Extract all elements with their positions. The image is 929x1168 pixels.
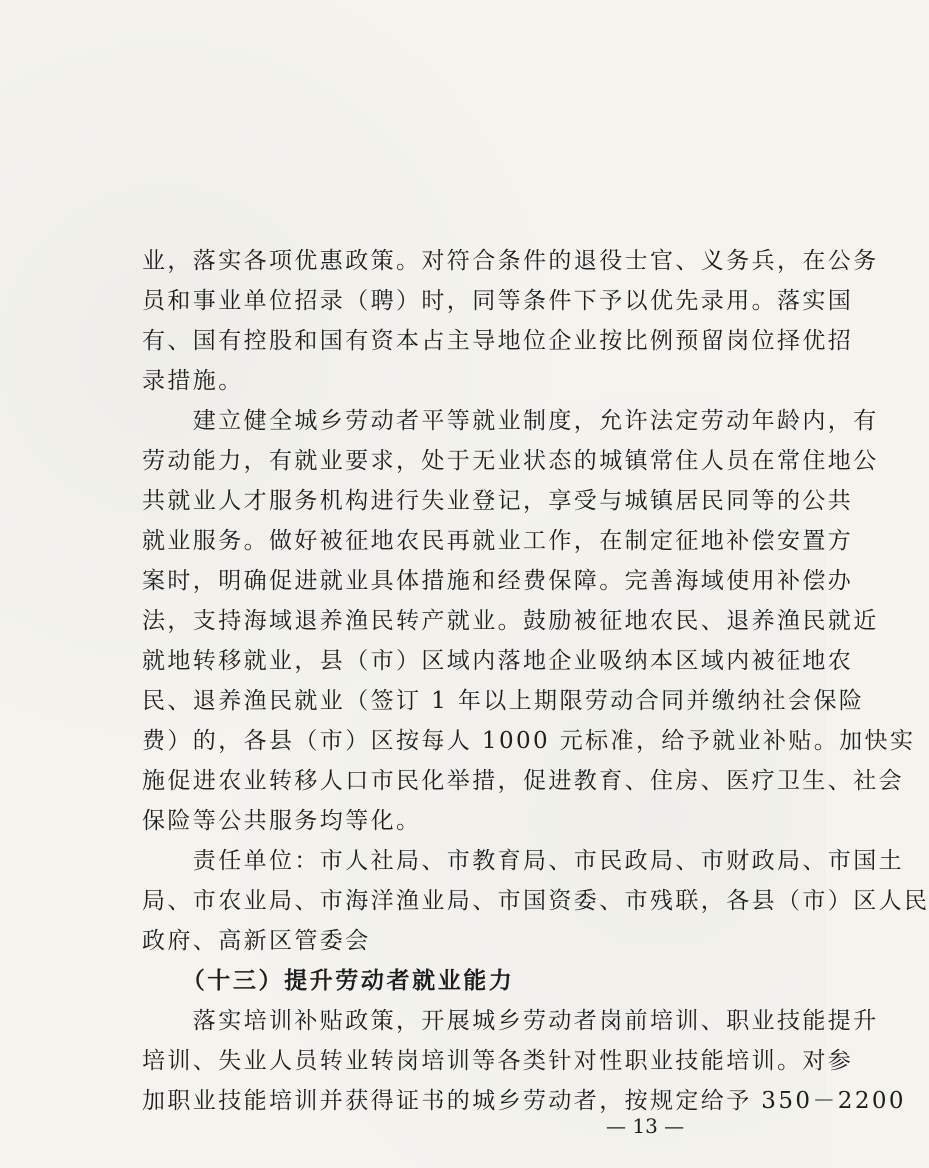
text-line: 就业服务。做好被征地农民再就业工作，在制定征地补偿安置方 xyxy=(142,528,854,554)
section-heading: （十三）提升劳动者就业能力 xyxy=(142,967,515,994)
text-line: 费）的，各县（市）区按每人 1000 元标准，给予就业补贴。加快实 xyxy=(142,728,916,754)
text-line: 员和事业单位招录（聘）时，同等条件下予以优先录用。落实国 xyxy=(142,288,854,314)
text-line: 落实培训补贴政策，开展城乡劳动者岗前培训、职业技能提升 xyxy=(142,1008,879,1034)
text-line: 建立健全城乡劳动者平等就业制度，允许法定劳动年龄内，有 xyxy=(142,408,879,434)
text-line: 业，落实各项优惠政策。对符合条件的退役士官、义务兵，在公务 xyxy=(142,248,879,274)
text-line: 法，支持海域退养渔民转产就业。鼓励被征地农民、退养渔民就近 xyxy=(142,608,879,634)
text-line: 政府、高新区管委会 xyxy=(142,928,371,954)
text-line: 共就业人才服务机构进行失业登记，享受与城镇居民同等的公共 xyxy=(142,488,854,514)
text-line: 培训、失业人员转业转岗培训等各类针对性职业技能培训。对参 xyxy=(142,1048,854,1074)
text-line: 加职业技能培训并获得证书的城乡劳动者，按规定给予 350－2200 xyxy=(142,1088,906,1114)
text-line: 民、退养渔民就业（签订 1 年以上期限劳动合同并缴纳社会保险 xyxy=(142,688,865,714)
text-line: 录措施。 xyxy=(142,368,244,394)
text-line: 保险等公共服务均等化。 xyxy=(142,808,422,834)
text-line: 有、国有控股和国有资本占主导地位企业按比例预留岗位择优招 xyxy=(142,328,854,354)
text-line: 局、市农业局、市海洋渔业局、市国资委、市残联，各县（市）区人民 xyxy=(142,888,929,914)
text-line: 责任单位：市人社局、市教育局、市民政局、市财政局、市国土 xyxy=(142,848,904,874)
page-number: — 13 — xyxy=(606,1114,685,1138)
text-line: 劳动能力，有就业要求，处于无业状态的城镇常住人员在常住地公 xyxy=(142,448,879,474)
text-line: 施促进农业转移人口市民化举措，促进教育、住房、医疗卫生、社会 xyxy=(142,768,904,794)
text-line: 就地转移就业，县（市）区域内落地企业吸纳本区域内被征地农 xyxy=(142,648,854,674)
text-line: 案时，明确促进就业具体措施和经费保障。完善海域使用补偿办 xyxy=(142,568,854,594)
